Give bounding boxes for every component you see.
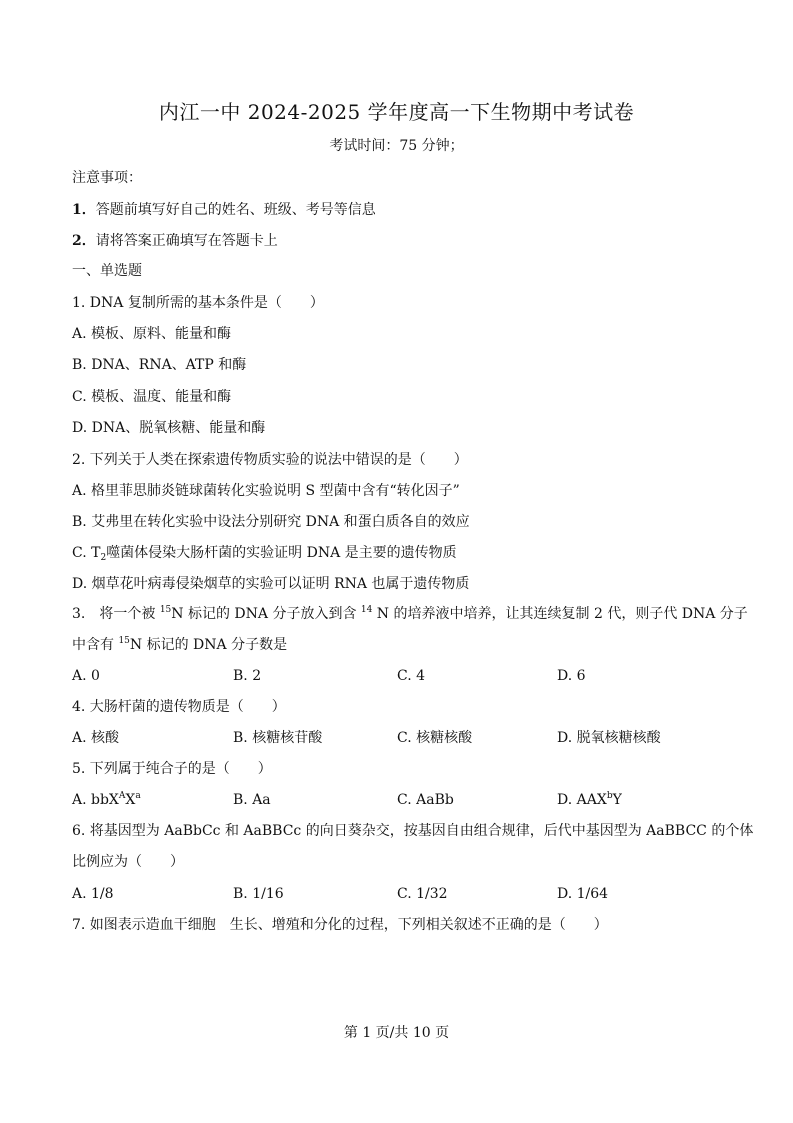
q3-text: N 的培养液中培养，让其连续复制 2 代，则子代 DNA 分子: [372, 606, 748, 622]
notice-item-text: 请将答案正确填写在答题卡上: [95, 233, 278, 249]
q2-option-c-subscript: 2: [100, 553, 107, 563]
q5-option-a-text: X: [125, 792, 136, 808]
q1-stem: 1. DNA 复制所需的基本条件是（ ）: [72, 295, 324, 311]
q4-option-d: D. 脱氧核糖核酸: [557, 730, 661, 746]
q3-option-c: C. 4: [397, 668, 426, 684]
q5-option-a-sup: a: [135, 791, 141, 801]
notice-item-number: 1．: [72, 202, 96, 218]
q5-option-a: [72, 791, 141, 809]
q3-option-b: B. 2: [233, 668, 262, 684]
q6-option-c: C. 1/32: [397, 886, 448, 902]
q1-option-b: B. DNA、RNA、ATP 和酶: [72, 357, 247, 373]
q3-stem-line1: [72, 605, 748, 623]
q5-stem: 5. 下列属于纯合子的是（ ）: [72, 761, 272, 777]
q3-isotope-15: 15: [118, 636, 130, 646]
q5-option-a-sup: A: [118, 791, 126, 801]
q3-text: 中含有: [72, 637, 119, 653]
q5-option-d-text: D. AAX: [557, 792, 607, 808]
exam-time: 考试时间：75 分钟；: [329, 138, 464, 154]
notice-item-2: [72, 232, 278, 250]
q3-isotope-15: 15: [159, 605, 172, 615]
q5-option-d: [557, 791, 622, 809]
q4-stem: 4. 大肠杆菌的遗传物质是（ ）: [72, 699, 286, 715]
q2-stem: 2. 下列关于人类在探索遗传物质实验的说法中错误的是（ ）: [72, 452, 468, 468]
q5-option-d-text: Y: [612, 792, 622, 808]
q1-option-c: C. 模板、温度、能量和酶: [72, 389, 232, 405]
section-heading: 一、单选题: [72, 263, 142, 279]
q3-text: N 标记的 DNA 分子放入到含: [171, 606, 361, 622]
q7-stem: 7. 如图表示造血干细胞 生长、增殖和分化的过程，下列相关叙述不正确的是（ ）: [72, 917, 608, 933]
q6-option-b: B. 1/16: [233, 886, 284, 902]
q2-option-c: [72, 544, 457, 562]
q5-option-d-sup: b: [606, 791, 613, 801]
q3-option-d: D. 6: [557, 668, 586, 684]
q4-option-b: B. 核糖核苷酸: [233, 730, 323, 746]
q6-stem-line2: 比例应为（ ）: [72, 854, 184, 870]
q4-option-a: A. 核酸: [72, 730, 120, 746]
q1-option-a: A. 模板、原料、能量和酶: [72, 326, 232, 342]
q2-option-a: A. 格里菲思肺炎链球菌转化实验说明 S 型菌中含有“转化因子”: [72, 483, 460, 499]
q3-stem-line2: [72, 636, 287, 654]
notice-item-1: [72, 201, 376, 219]
q3-isotope-14: 14: [360, 605, 373, 615]
notice-heading: 注意事项：: [72, 170, 142, 186]
q2-option-c-prefix: C. T: [72, 545, 101, 561]
q6-option-a: A. 1/8: [72, 886, 114, 902]
notice-item-number: 2．: [72, 233, 96, 249]
q5-option-a-text: A. bbX: [72, 792, 119, 808]
q3-text: 3. 将一个被: [72, 606, 160, 622]
q5-option-b: B. Aa: [233, 792, 271, 808]
q2-option-b: B. 艾弗里在转化实验中设法分别研究 DNA 和蛋白质各自的效应: [72, 514, 470, 530]
q6-stem-line1: 6. 将基因型为 AaBbCc 和 AaBBCc 的向日葵杂交，按基因自由组合规律，后代中基因型为 AaBBCC 的个体: [72, 823, 754, 839]
page-title: 内江一中 2024-2025 学年度高一下生物期中考试卷: [158, 100, 635, 124]
q3-option-a: A. 0: [72, 668, 100, 684]
q6-option-d: D. 1/64: [557, 886, 609, 902]
page-footer: 第 1 页/共 10 页: [343, 1025, 450, 1041]
notice-item-text: 答题前填写好自己的姓名、班级、考号等信息: [95, 202, 376, 218]
q1-option-d: D. DNA、脱氧核糖、能量和酶: [72, 420, 266, 436]
q3-text: N 标记的 DNA 分子数是: [129, 637, 288, 653]
q4-option-c: C. 核糖核酸: [397, 730, 473, 746]
q2-option-c-text: 噬菌体侵染大肠杆菌的实验证明 DNA 是主要的遗传物质: [106, 545, 457, 561]
q2-option-d: D. 烟草花叶病毒侵染烟草的实验可以证明 RNA 也属于遗传物质: [72, 576, 470, 592]
q5-option-c: C. AaBb: [397, 792, 454, 808]
